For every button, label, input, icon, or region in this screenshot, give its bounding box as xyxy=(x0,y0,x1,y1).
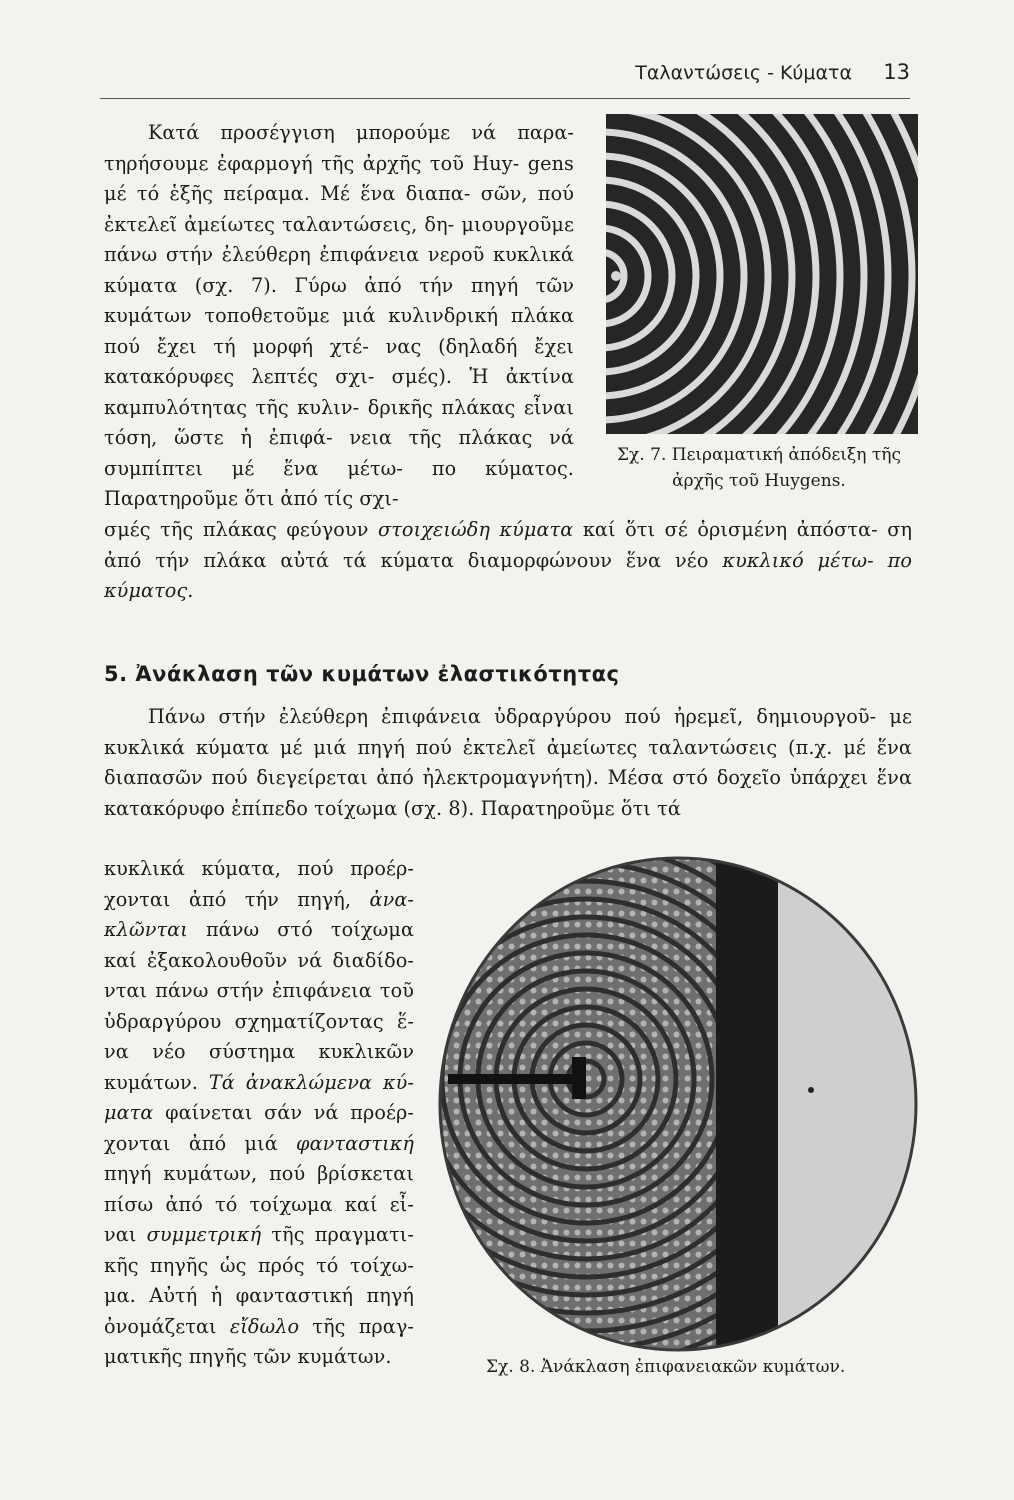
text-run: χονται ἀπό τήν πηγή, xyxy=(104,887,352,911)
text-run: φαίνεται σάν νά προέρ- xyxy=(165,1101,414,1124)
paragraph-huygens-continued xyxy=(104,515,912,607)
text-line: τηρήσουμε ἐφαρμογή τῆς ἀρχῆς τοῦ Huy- xyxy=(104,151,520,175)
paragraph-reflection xyxy=(104,702,912,824)
text-run: τῆς πραγ- xyxy=(312,1314,414,1338)
text-run: χονται ἀπό μιά xyxy=(104,1131,278,1155)
text-line: νεια τῆς πλάκας νά συμπίπτει μέ ἕνα μέτω- xyxy=(104,426,574,480)
paragraph-huygens xyxy=(104,118,574,515)
text-run: τῆς πραγματι- xyxy=(271,1223,415,1246)
section-heading: 5. Ἀνάκλαση τῶν κυμάτων ἐλαστικότητας xyxy=(104,662,620,686)
text-line: σμές). Ἡ ἀκτίνα καμπυλότητας τῆς κυλιν- xyxy=(104,365,575,419)
text-line: νεροῦ κυκλικά κύματα (σχ. 7). Γύρω ἀπό xyxy=(104,243,574,297)
text-line: νας (δηλαδή ἔχει κατακόρυφες λεπτές σχι- xyxy=(104,334,574,388)
figure-8-caption: Σχ. 8. Ἀνάκλαση ἐπιφανειακῶν κυμάτων. xyxy=(486,1357,846,1377)
text-run: σμές τῆς πλάκας φεύγουν xyxy=(104,518,369,541)
emphasis-term: στοιχειώδη κύματα xyxy=(378,518,574,541)
text-line: τήν πηγή τῶν κυμάτων τοποθετοῦμε μιά xyxy=(104,273,575,327)
text-line: σῶν, πού ἐκτελεῖ ἀμείωτες ταλαντώσεις, δη- xyxy=(104,182,575,236)
text-line: με κυκλικά κύματα μέ μιά πηγή πού ἐκτελεῖ ἀμείωτες ταλαντώσεις (π.χ. xyxy=(104,705,913,759)
text-run: νται πάνω στήν ἐπιφάνεια τοῦ xyxy=(104,979,414,1002)
text-line: ὑπάρχει ἕνα κατακόρυφο ἐπίπεδο τοίχωμα (σχ. 8). Παρατηροῦμε ὅτι τά xyxy=(104,766,912,820)
text-run: καί ἐξακολουθοῦν νά διαδίδο- xyxy=(104,948,414,972)
text-run: ὀνομάζεται xyxy=(104,1314,217,1338)
text-run: κυκλικά κύματα, πού προέρ- xyxy=(104,857,414,880)
text-line: μιουργοῦμε πάνω στήν ἐλεύθερη ἐπιφάνεια xyxy=(104,212,574,266)
text-run: πηγή κυμάτων, πού βρίσκεται xyxy=(104,1162,414,1185)
emphasis-term: κυκλικό μέτω- xyxy=(722,548,874,572)
emphasis-term: εἴδωλο xyxy=(229,1314,300,1338)
figure-8-reflection-photo xyxy=(418,842,918,1354)
text-run: πίσω ἀπό τό τοίχωμα καί εἶ- xyxy=(104,1192,414,1216)
text-run: πάνω στό τοίχωμα xyxy=(205,918,414,941)
emphasis-term: πο κύματος. xyxy=(104,548,912,602)
figure-7-caption xyxy=(594,442,924,494)
caption-line: Σχ. 7. Πειραματική ἀπόδειξη τῆς xyxy=(617,445,901,465)
text-line: Πάνω στήν ἐλεύθερη ἐπιφάνεια ὑδραργύρου πού ἠρεμεῖ, δημιουργοῦ- xyxy=(148,705,877,728)
text-line: πο κύματος. Παρατηροῦμε ὅτι ἀπό τίς σχι- xyxy=(104,456,574,510)
text-run: ματικῆς πηγῆς τῶν κυμάτων. xyxy=(104,1345,392,1368)
text-line: δρικῆς πλάκας εἶναι τόση, ὥστε ἡ ἐπιφά- xyxy=(104,395,574,449)
text-run: ναι xyxy=(104,1223,137,1246)
emphasis-term: Τά ἀνακλώμενα κύ- xyxy=(208,1070,414,1094)
text-line: κυλινδρική πλάκα πού ἔχει τή μορφή χτέ- xyxy=(104,304,574,358)
emphasis-term: φανταστική xyxy=(296,1131,414,1155)
page-number: 13 xyxy=(883,60,910,84)
emphasis-term: κλῶνται xyxy=(104,918,188,941)
text-run: ὑδραργύρου σχηματίζοντας ἕ- xyxy=(104,1009,414,1033)
text-run: να νέο σύστημα κυκλικῶν xyxy=(104,1040,414,1063)
text-run: μα. Αὐτή ἡ φανταστική πηγή xyxy=(104,1284,414,1307)
caption-line: ἀρχῆς τοῦ Huygens. xyxy=(672,471,846,491)
text-run: κῆς πηγῆς ὡς πρός τό τοίχω- xyxy=(104,1253,414,1277)
paragraph-reflection-continued xyxy=(104,854,414,1373)
text-run: ση ἀπό τήν πλάκα αὐτά τά κύματα διαμορφώνουν ἕνα νέο xyxy=(104,518,913,572)
text-line: Κατά προσέγγιση μπορούμε νά παρα- xyxy=(148,121,574,144)
running-title: Ταλαντώσεις - Κύματα xyxy=(635,62,852,84)
text-line: gens μέ τό ἑξῆς πείραμα. Μέ ἕνα διαπα- xyxy=(104,151,575,205)
page-header xyxy=(100,58,910,99)
emphasis-term: συμμετρική xyxy=(146,1223,262,1246)
figure-7-huygens-photo xyxy=(606,114,918,434)
emphasis-term: ματα xyxy=(104,1101,154,1124)
emphasis-term: ἀνα- xyxy=(369,887,414,911)
text-run: καί ὅτι σέ ὁρισμένη ἀπόστα- xyxy=(582,518,878,541)
text-line: μέ ἕνα διαπασῶν πού διεγείρεται ἀπό ἠλεκτρομαγνήτη). Μέσα στό δοχεῖο xyxy=(104,735,912,789)
text-run: κυμάτων. xyxy=(104,1070,198,1094)
